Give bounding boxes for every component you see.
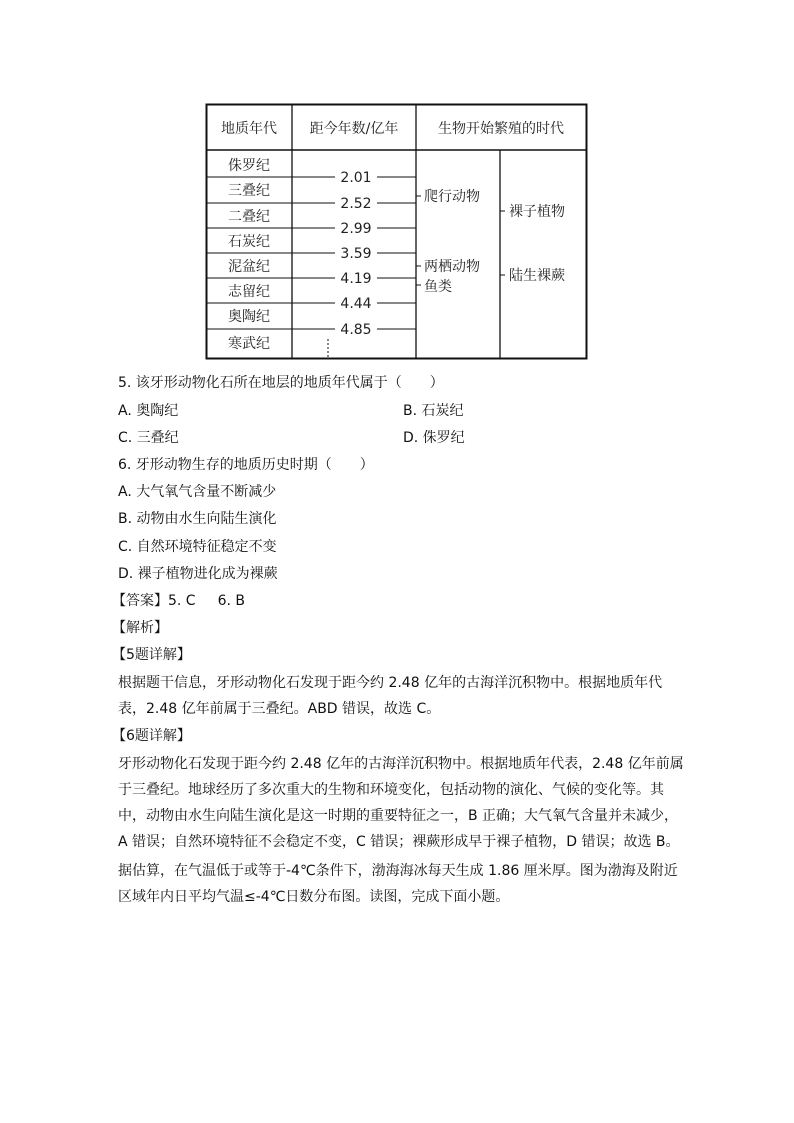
plant-label: 陆生裸蕨 [509,268,565,284]
period-label: 泥盆纪 [228,259,270,275]
age-label: 4.44 [340,296,372,312]
answer-q6: 6. B [217,593,246,609]
q6-detail-text: 牙形动物化石发现于距今约 2.48 亿年的古海洋沉积物中。根据地质年代表，2.48 亿年前属于三叠纪。地球经历了多次重大的生物和环境变化，包括动物的演化、气候的变化等。其中，动物由水生向陆生演化是这一时期的重要特征之一，B 正确；大气氧气含量并未减少，A 错误；自然环境特征不会稳定不变，C 错误；裸蕨形成早于裸子植物，D 错误；故选 B。 [118,756,684,850]
age-label: 4.85 [340,322,372,338]
header-col2: 距今年数/亿年 [309,121,399,137]
animal-label: 爬行动物 [424,189,480,205]
age-label: 3.59 [340,246,372,262]
period-label: 奥陶纪 [228,309,270,325]
period-label: 志留纪 [228,284,270,300]
header-col3: 生物开始繁殖的时代 [438,121,564,137]
period-label: 三叠纪 [228,183,270,199]
age-label: 2.99 [340,221,372,237]
q5-option-d: D. 侏罗纪 [403,430,465,446]
q6-option-d: D. 裸子植物进化成为裸蕨 [118,566,278,582]
analysis-label: 【解析】 [112,620,168,636]
q5-option-c: C. 三叠纪 [118,430,179,446]
q5-detail-text: 根据题干信息，牙形动物化石发现于距今约 2.48 亿年的古海洋沉积物中。根据地质年代表，2.48 亿年前属于三叠纪。ABD 错误，故选 C。 [118,675,663,717]
q5-option-a: A. 奥陶纪 [118,403,179,419]
answer-q5: 5. C [168,593,196,609]
q5-stem: 5. 该牙形动物化石所在地层的地质年代属于（ ） [118,375,444,391]
geologic-time-table [205,103,589,363]
period-label: 侏罗纪 [228,158,270,174]
answer-line [112,591,245,611]
age-label: 4.19 [340,271,372,287]
q6-option-a: A. 大气氧气含量不断减少 [118,484,277,500]
q5-option-b: B. 石炭纪 [403,403,464,419]
q5-detail-label: 【5题详解】 [112,647,191,663]
age-label: 2.01 [340,170,372,186]
period-label: 二叠纪 [228,209,270,225]
header-col1: 地质年代 [221,121,277,137]
next-question-intro: 据估算，在气温低于或等于-4℃条件下，渤海海冰每天生成 1.86 厘米厚。图为渤海及附近区域年内日平均气温≤-4℃日数分布图。读图，完成下面小题。 [118,863,678,905]
answer-label: 【答案】 [112,593,168,609]
q6-option-b: B. 动物由水生向陆生演化 [118,511,277,527]
q6-detail-label: 【6题详解】 [112,728,191,744]
animal-label: 两栖动物 [424,259,480,275]
period-label: 寒武纪 [228,336,270,352]
plant-label: 裸子植物 [509,204,565,220]
period-label: 石炭纪 [228,234,270,250]
geologic-table-svg [205,103,589,363]
q6-option-c: C. 自然环境特征稳定不变 [118,539,277,555]
age-label: 2.52 [340,196,372,212]
animal-label: 鱼类 [424,279,452,295]
q6-stem: 6. 牙形动物生存的地质历史时期（ ） [118,457,374,473]
